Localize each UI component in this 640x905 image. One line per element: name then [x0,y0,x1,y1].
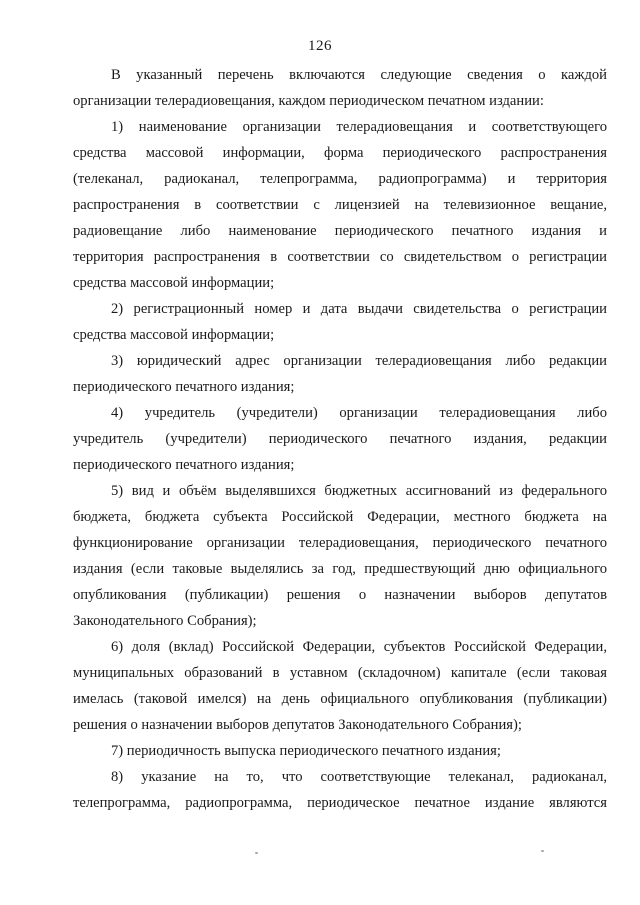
document-body [73,62,607,816]
text-line: имелась (таковой имелся) на день официального опубликования (публикации) [73,691,607,707]
text-line: учредитель (учредители) периодического печатного издания, редакции [73,431,607,447]
text-line: 5) вид и объём выделявшихся бюджетных ассигнований из федерального [111,483,607,499]
text-line: организации телерадиовещания, каждом периодическом печатном издании: [73,93,544,109]
text-line: средства массовой информации; [73,275,275,291]
text-line: В указанный перечень включаются следующие сведения о каждой [111,67,607,83]
text-line: телепрограмма, радиопрограмма, периодическое печатное издание являются [73,795,607,811]
text-line: средства массовой информации, форма периодического распространения [73,145,607,161]
text-line: бюджета, бюджета субъекта Российской Федерации, местного бюджета на [73,509,607,525]
text-line: 7) периодичность выпуска периодического печатного издания; [111,743,501,759]
text-line: 8) указание на то, что соответствующие телеканал, радиоканал, [111,769,607,785]
text-line: 1) наименование организации телерадиовещания и соответствующего [111,119,607,135]
text-line: 6) доля (вклад) Российской Федерации, субъектов Российской Федерации, [111,639,607,655]
text-line: периодического печатного издания; [73,457,295,473]
text-line: 3) юридический адрес организации телерадиовещания либо редакции [111,353,607,369]
text-line: Законодательного Собрания); [73,613,257,629]
text-line: издания (если таковые выделялись за год, предшествующий дню официального [73,561,607,577]
text-line: опубликования (публикации) решения о назначении выборов депутатов [73,587,607,603]
text-line: радиовещание либо наименование периодического печатного издания и [73,223,607,239]
text-line: средства массовой информации; [73,327,275,343]
text-line: распространения в соответствии с лицензией на телевизионное вещание, [73,197,607,213]
text-line: периодического печатного издания; [73,379,295,395]
text-line: функционирование организации телерадиовещания, периодического печатного [73,535,607,551]
text-line: 4) учредитель (учредители) организации телерадиовещания либо [111,405,607,421]
text-line: территория распространения в соответствии со свидетельством о регистрации [73,249,607,265]
scan-speck [541,850,544,852]
scan-speck [255,852,258,854]
text-line: 2) регистрационный номер и дата выдачи свидетельства о регистрации [111,301,607,317]
text-line: (телеканал, радиоканал, телепрограмма, радиопрограмма) и территория [73,171,607,187]
text-line: решения о назначении выборов депутатов Законодательного Собрания); [73,717,522,733]
text-line: муниципальных образований в уставном (складочном) капитале (если таковая [73,665,607,681]
page-number: 126 [308,38,332,54]
